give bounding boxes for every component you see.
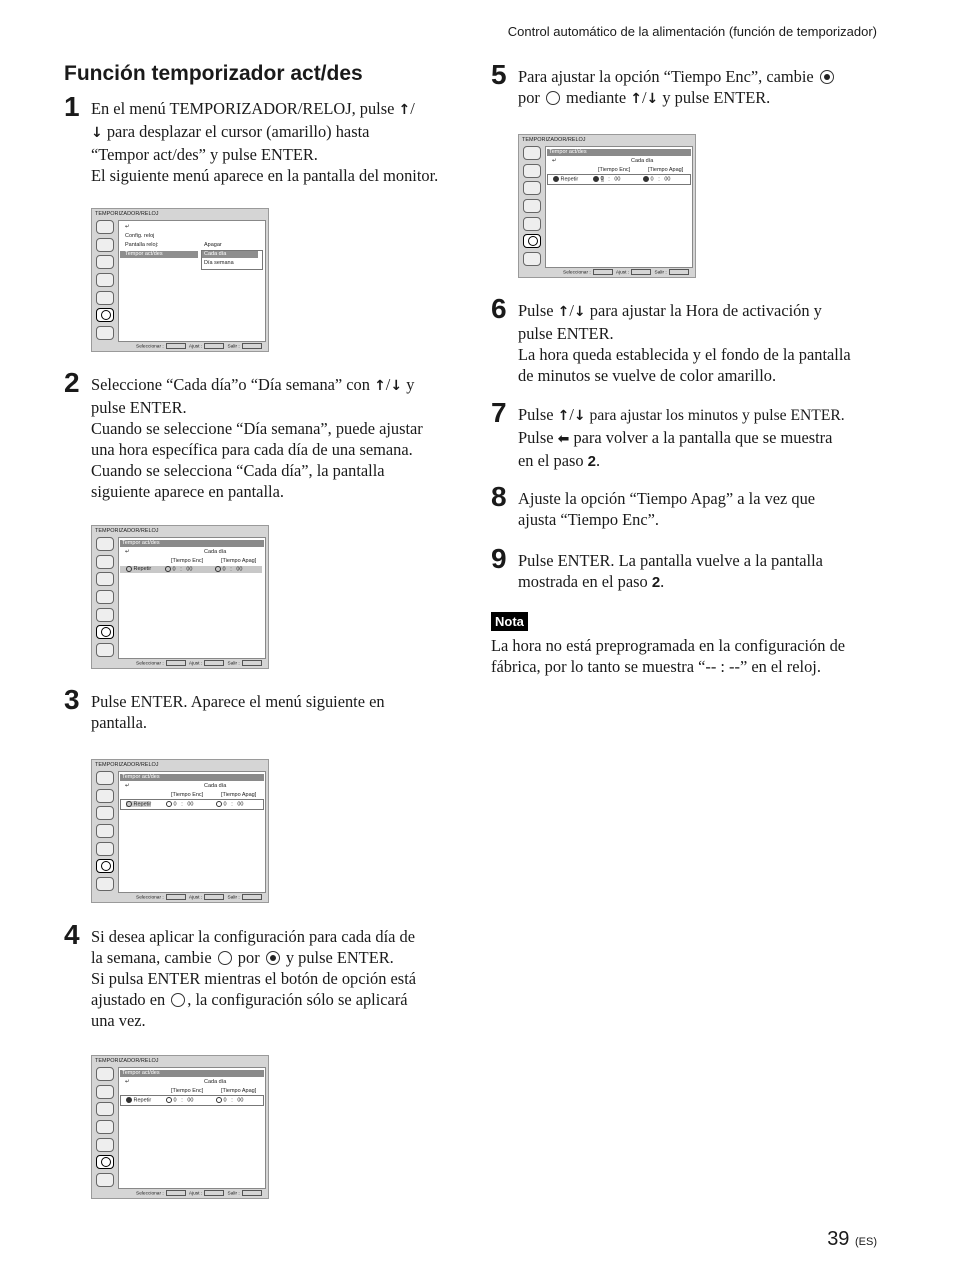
options-icon [96,643,114,657]
menu-screen-2: TEMPORIZADOR/RELOJ Tempor act/des ↵ Cada día [Tiempo Enc] [Tiempo Apag] Repetir 0 : 00 0 : 00 Seleccionar : Ajust : Salir : [91,525,269,669]
note-text: La hora no está preprogramada en la configuración de fábrica, por lo tanto se muestra “-- : --” en el reloj. [491,636,846,676]
menu-item: Pantalla reloj: [125,242,159,248]
radio-icon [126,566,132,572]
down-arrow-icon: ↓ [91,125,103,141]
sound-icon [523,164,541,178]
up-arrow-icon: ↑ [398,102,411,118]
sound-icon [96,238,114,252]
input-icon [96,842,114,856]
page-number: 39 (ES) [827,1228,877,1250]
menu-screen-4: TEMPORIZADOR/RELOJ Tempor act/des ↵ Cada día [Tiempo Enc] [Tiempo Apag] Repetir 0 : 00 0 : 00 Seleccionar : Ajust : Salir : [91,1055,269,1199]
setup-icon [96,273,114,287]
note-badge: Nota [491,612,528,631]
screen-footer: Seleccionar : Ajust : Salir : [136,343,264,349]
up-arrow-icon: ↑ [630,91,642,107]
step-text: para desplazar el cursor (amarillo) hasta [102,122,370,141]
options-icon [523,252,541,266]
clock-icon [96,625,114,639]
screen-icon [96,806,114,820]
menu-screen-5: TEMPORIZADOR/RELOJ Tempor act/des ↵ Cada día [Tiempo Enc] [Tiempo Apag] Repetir 0 : 00 0 : 00 Seleccionar : Ajust : Salir : [518,134,696,278]
screen-icon [523,181,541,195]
input-icon [523,217,541,231]
setup-icon [96,590,114,604]
screen-title: TEMPORIZADOR/RELOJ [95,211,159,217]
picture-icon [96,537,114,551]
menu-option-selected: Cada día [204,251,227,257]
down-arrow-icon: ↓ [573,408,586,424]
radio-empty-icon [218,951,232,965]
section-title: Función temporizador act/des [64,62,363,85]
sound-icon [96,789,114,803]
running-header: Control automático de la alimentación (función de temporizador) [507,24,877,39]
sound-icon [96,1085,114,1099]
step-text: El siguiente menú aparece en la pantalla del monitor. [91,166,439,185]
screen-icon [96,1102,114,1116]
up-arrow-icon: ↑ [557,304,570,320]
menu-option: Día semana [204,260,234,266]
radio-empty-icon [171,993,185,1007]
clock-icon [96,859,114,873]
down-arrow-icon: ↓ [573,304,586,320]
step-text: En el menú TEMPORIZADOR/RELOJ, pulse [91,99,399,118]
clock-icon [523,234,541,248]
step-text: “Tempor act/des” y pulse ENTER. [91,145,318,164]
step-number: 2 [64,367,80,398]
picture-icon [96,220,114,234]
picture-icon [96,771,114,785]
menu-icons [96,220,116,344]
menu-item-selected: Tempor act/des [125,251,163,257]
up-arrow-icon: ↑ [374,378,386,394]
radio-filled-icon [820,70,834,84]
setup-icon [96,824,114,838]
options-icon [96,877,114,891]
radio-empty-icon [546,91,560,105]
menu-screen-1 [91,208,269,352]
radio-filled-icon [266,951,280,965]
menu-screen-3: TEMPORIZADOR/RELOJ Tempor act/des ↵ Cada día [Tiempo Enc] [Tiempo Apag] Repetir 0 : 00 0 : 00 Seleccionar : Ajust : Salir : [91,759,269,903]
step-number: 1 [64,91,80,122]
screen-icon [96,255,114,269]
setup-icon [523,199,541,213]
option-list [201,250,263,270]
up-arrow-icon: ↑ [557,408,570,424]
back-arrow-icon: ⬅ [557,431,570,447]
down-arrow-icon: ↓ [646,91,659,107]
clock-icon [96,308,114,322]
setup-icon [96,1120,114,1134]
clock-icon [96,1155,114,1169]
input-icon [96,1138,114,1152]
options-icon [96,1173,114,1187]
options-icon [96,326,114,340]
input-icon [96,291,114,305]
down-arrow-icon: ↓ [390,378,403,394]
picture-icon [96,1067,114,1081]
picture-icon [523,146,541,160]
input-icon [96,608,114,622]
back-icon: ↵ [125,224,130,230]
step-text: / [410,99,415,118]
menu-item: Config. reloj [125,233,155,239]
menu-option: Apagar [204,242,222,248]
screen-icon [96,572,114,586]
sound-icon [96,555,114,569]
